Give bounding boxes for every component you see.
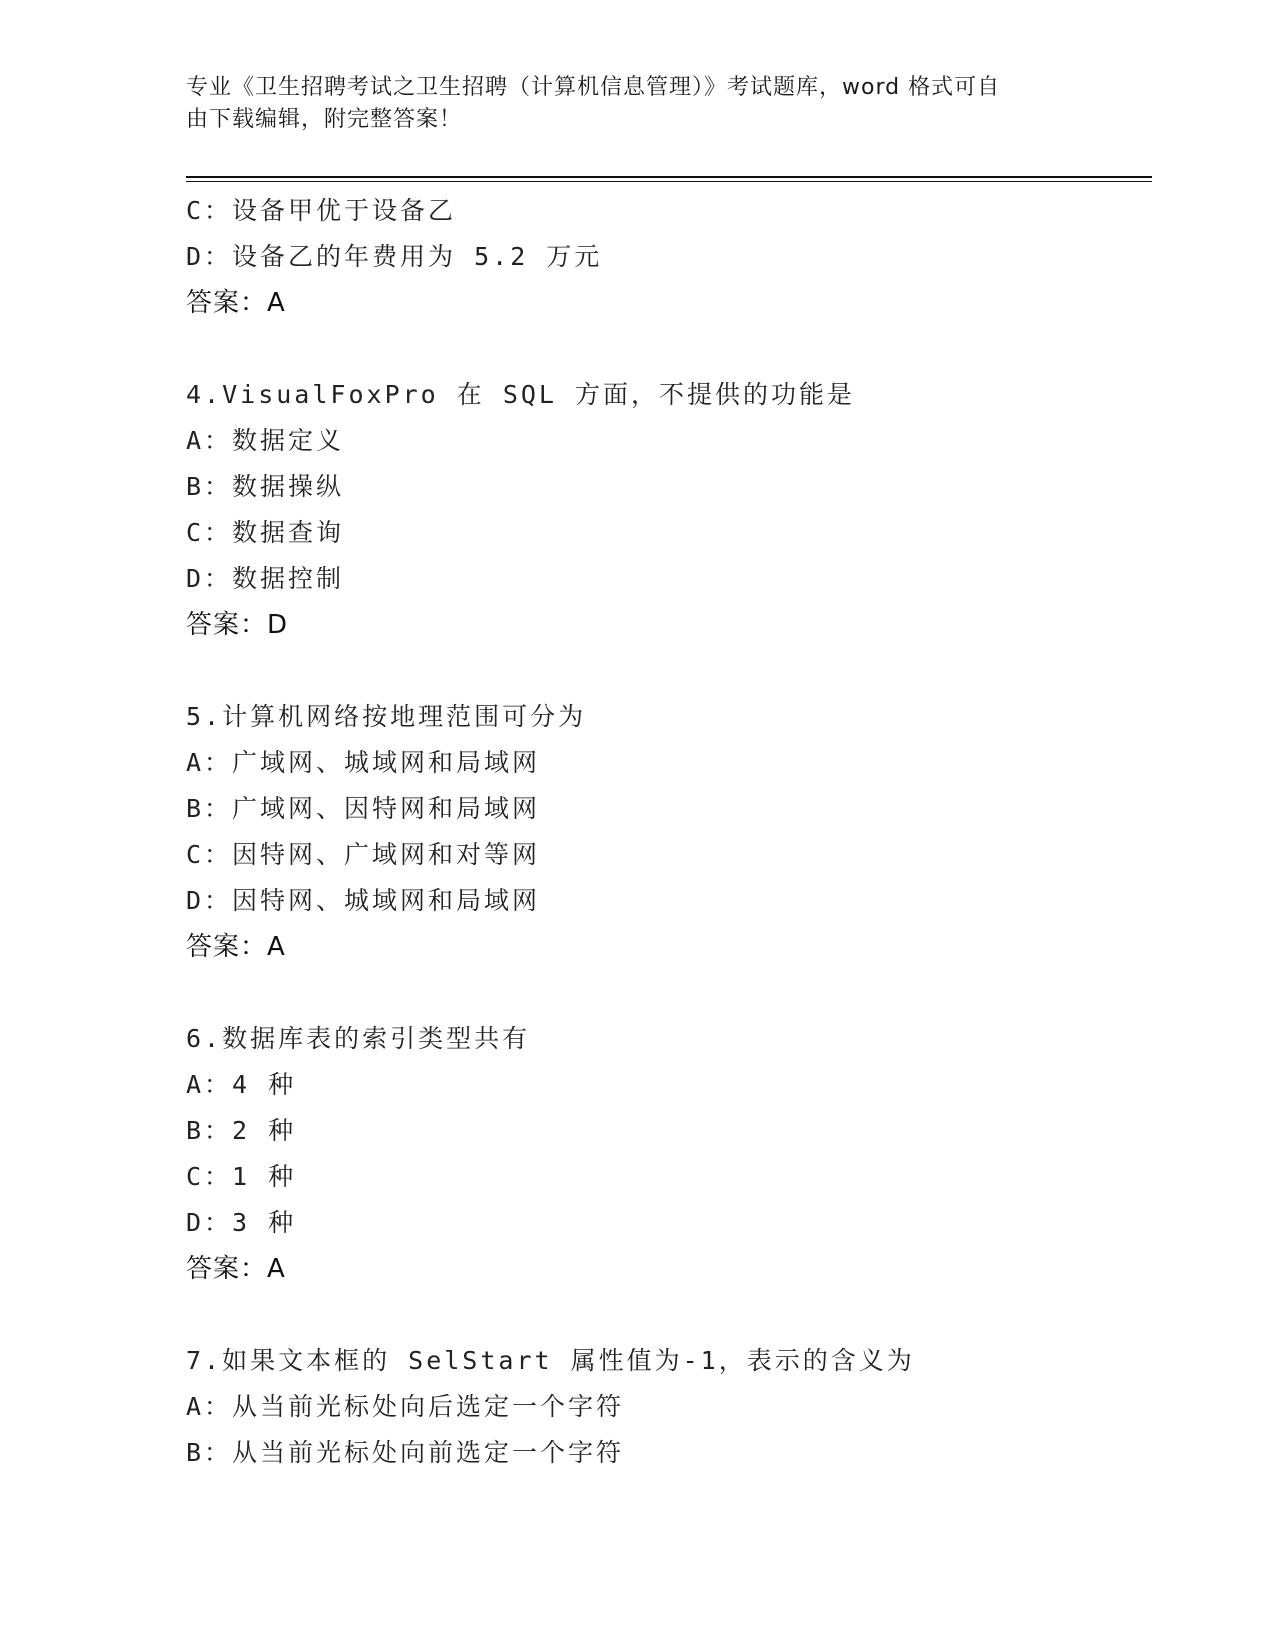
question-text: 4.VisualFoxPro 在 SQL 方面，不提供的功能是 — [186, 380, 856, 409]
question-5 — [186, 694, 1146, 970]
spacer — [186, 648, 1146, 694]
answer: 答案：A — [186, 1254, 286, 1284]
option-d: D：因特网、城域网和局域网 — [186, 886, 541, 915]
option-c: C：数据查询 — [186, 518, 345, 547]
option-d: D：数据控制 — [186, 564, 345, 593]
spacer — [186, 1292, 1146, 1338]
option-d: D：3 种 — [186, 1208, 297, 1237]
document-header — [186, 72, 1086, 136]
header-line-1: 专业《卫生招聘考试之卫生招聘（计算机信息管理）》考试题库，word 格式可自 — [186, 75, 1001, 100]
option-a: A：4 种 — [186, 1070, 297, 1099]
option-b: B：从当前光标处向前选定一个字符 — [186, 1438, 625, 1467]
option-b: B：2 种 — [186, 1116, 297, 1145]
option-c: C：因特网、广域网和对等网 — [186, 840, 541, 869]
spacer — [186, 970, 1146, 1016]
header-rule-thick — [186, 176, 1152, 178]
option-a: A：数据定义 — [186, 426, 345, 455]
option-b: B：数据操纵 — [186, 472, 345, 501]
answer: 答案：D — [186, 610, 289, 640]
question-3-tail — [186, 188, 1146, 326]
header-line-2: 由下载编辑，附完整答案！ — [186, 107, 463, 132]
question-list — [186, 188, 1146, 1476]
option-b: B：广域网、因特网和局域网 — [186, 794, 541, 823]
question-text: 6.数据库表的索引类型共有 — [186, 1024, 531, 1053]
spacer — [186, 326, 1146, 372]
question-text: 5.计算机网络按地理范围可分为 — [186, 702, 587, 731]
option-d: D：设备乙的年费用为 5.2 万元 — [186, 242, 603, 271]
question-text: 7.如果文本框的 SelStart 属性值为-1，表示的含义为 — [186, 1346, 915, 1375]
question-6 — [186, 1016, 1146, 1292]
answer: 答案：A — [186, 932, 286, 962]
answer: 答案：A — [186, 288, 286, 318]
question-7 — [186, 1338, 1146, 1476]
option-c: C：设备甲优于设备乙 — [186, 196, 457, 225]
option-c: C：1 种 — [186, 1162, 297, 1191]
option-a: A：从当前光标处向后选定一个字符 — [186, 1392, 625, 1421]
header-rule-thin — [186, 181, 1152, 182]
question-4 — [186, 372, 1146, 648]
option-a: A：广域网、城域网和局域网 — [186, 748, 541, 777]
